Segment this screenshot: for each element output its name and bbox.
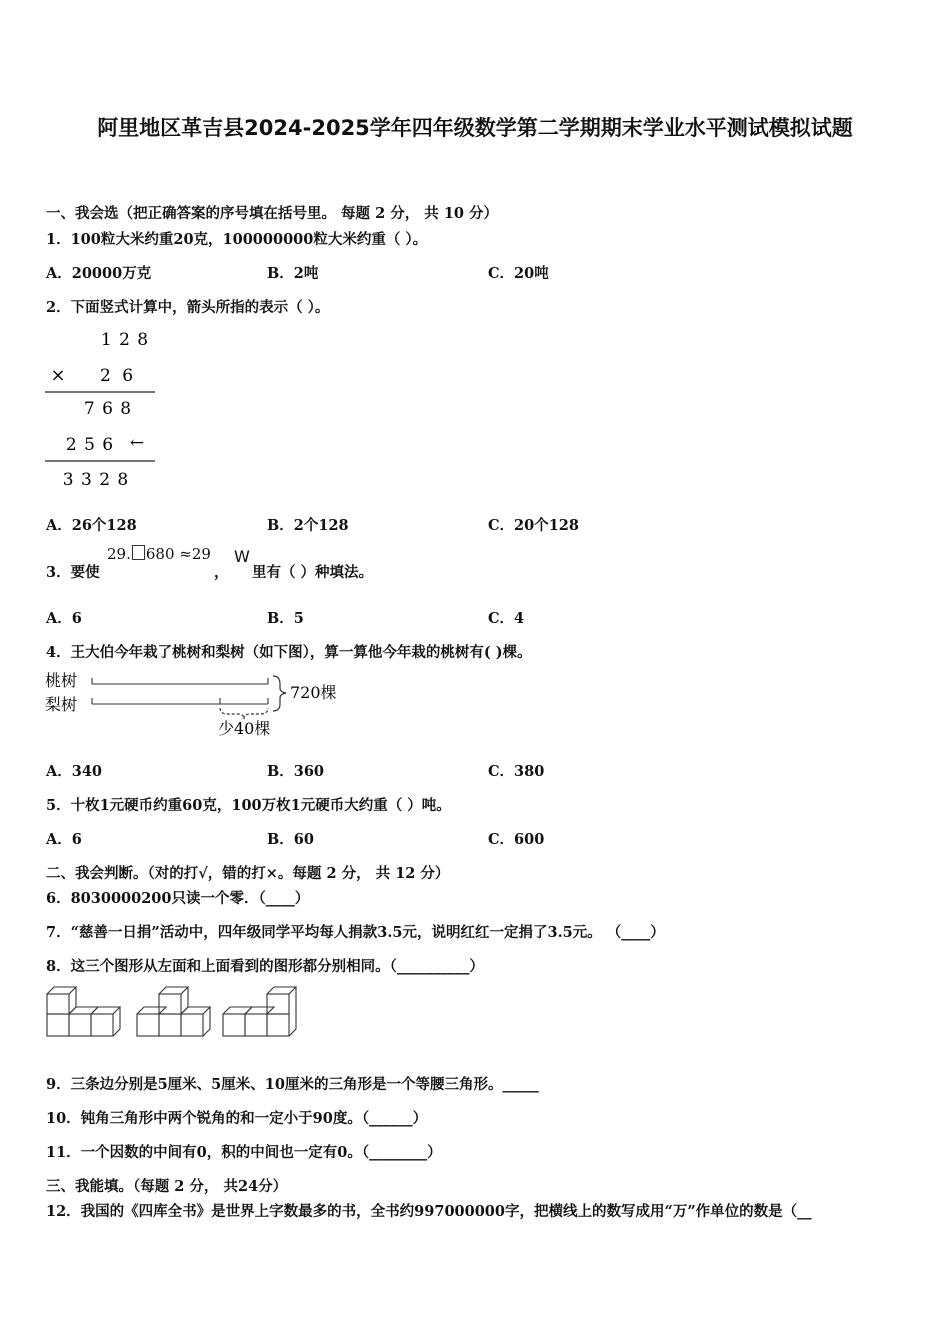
label-peach-tree: 桃树 bbox=[45, 671, 78, 690]
question-1: 1．100粒大米约重20克，100000000粒大米约重（ ）。 bbox=[46, 231, 428, 248]
vertical-multiplication-figure bbox=[40, 320, 170, 495]
q4-segment-diagram bbox=[40, 664, 360, 744]
calc-row-3328: 3 3 2 8 bbox=[62, 470, 130, 490]
section-3-heading: 三、我能填。（每题 2 分， 共24分） bbox=[46, 1178, 288, 1195]
q3-option-a: A．6 bbox=[46, 610, 82, 627]
question-5: 5．十枚1元硬币约重60克，100万枚1元硬币大约重（ ）吨。 bbox=[46, 797, 451, 814]
q3-option-b: B．5 bbox=[267, 610, 304, 627]
q4-option-b: B．360 bbox=[267, 763, 325, 780]
q5-option-a: A．6 bbox=[46, 831, 82, 848]
q3-option-c: C．4 bbox=[488, 610, 525, 627]
cube-figures bbox=[44, 984, 304, 1042]
right-brace bbox=[273, 676, 286, 711]
q2-option-b: B．2个128 bbox=[267, 517, 349, 534]
question-11: 11．一个因数的中间有0，积的中间也一定有0。（________） bbox=[46, 1144, 442, 1161]
section-2-heading: 二、我会判断。（对的打√，错的打×。每题 2 分， 共 12 分） bbox=[46, 865, 450, 882]
q2-option-a: A．26个128 bbox=[46, 517, 137, 534]
q1-option-b: B．2吨 bbox=[267, 265, 319, 282]
question-6: 6．8030000200只读一个零．（____） bbox=[46, 890, 310, 907]
q3-formula-left: 29. bbox=[107, 545, 131, 563]
label-total-720: 720棵 bbox=[290, 683, 337, 702]
q5-option-b: B．60 bbox=[267, 831, 314, 848]
question-4: 4．王大伯今年栽了桃树和梨树（如下图），算一算他今年栽的桃树有( )棵。 bbox=[46, 644, 532, 661]
question-3-prefix: 3．要使 bbox=[46, 564, 100, 581]
q4-option-c: C．380 bbox=[488, 763, 545, 780]
q2-option-c: C．20个128 bbox=[488, 517, 579, 534]
cube-figure-2 bbox=[137, 987, 210, 1036]
question-9: 9．三条边分别是5厘米、5厘米、10厘米的三角形是一个等腰三角形。_____ bbox=[46, 1076, 539, 1093]
calc-row-256: 2 5 6 bbox=[65, 435, 115, 455]
q1-option-c: C．20吨 bbox=[488, 265, 549, 282]
q5-option-c: C．600 bbox=[488, 831, 545, 848]
label-pear-tree: 梨树 bbox=[45, 695, 78, 714]
arrow-icon: ← bbox=[129, 433, 145, 453]
blank-box bbox=[132, 545, 145, 560]
page-title: 阿里地区革吉县2024-2025学年四年级数学第二学期期末学业水平测试模拟试题 bbox=[97, 116, 853, 140]
question-12: 12．我国的《四库全书》是世界上字数最多的书，全书约997000000字，把横线上的数写成用“万”作单位的数是（__ bbox=[46, 1203, 812, 1220]
calc-row-768: 7 6 8 bbox=[83, 399, 133, 419]
question-7: 7．“慈善一日捐”活动中，四年级同学平均每人捐款3.5元，说明红红一定捐了3.5元。 （____） bbox=[46, 924, 665, 941]
q3-suffix: 里有（ ）种填法。 bbox=[252, 564, 374, 581]
q1-option-a: A．20000万克 bbox=[46, 265, 152, 282]
q3-comma: ， bbox=[214, 564, 229, 581]
question-2: 2．下面竖式计算中，箭头所指的表示（ ）。 bbox=[46, 299, 330, 316]
question-8: 8．这三个图形从左面和上面看到的图形都分别相同。（__________） bbox=[46, 958, 484, 975]
q3-formula-right: 680 ≈29 bbox=[145, 545, 211, 563]
cube-figure-3 bbox=[223, 987, 296, 1036]
calc-row-128: 1 2 8 bbox=[100, 330, 150, 350]
times-sign: × bbox=[50, 365, 66, 386]
bottom-brace bbox=[220, 708, 268, 719]
section-1-heading: 一、我会选（把正确答案的序号填在括号里。 每题 2 分， 共 10 分） bbox=[46, 205, 499, 222]
q3-variable: W bbox=[234, 547, 250, 566]
q3-formula bbox=[107, 545, 211, 563]
question-10: 10．钝角三角形中两个锐角的和一定小于90度。（______） bbox=[46, 1110, 428, 1127]
q4-option-a: A．340 bbox=[46, 763, 103, 780]
cube-figure-1 bbox=[47, 987, 120, 1036]
calc-row-26: 2 6 bbox=[99, 366, 137, 386]
label-less-40: 少40棵 bbox=[218, 719, 271, 738]
